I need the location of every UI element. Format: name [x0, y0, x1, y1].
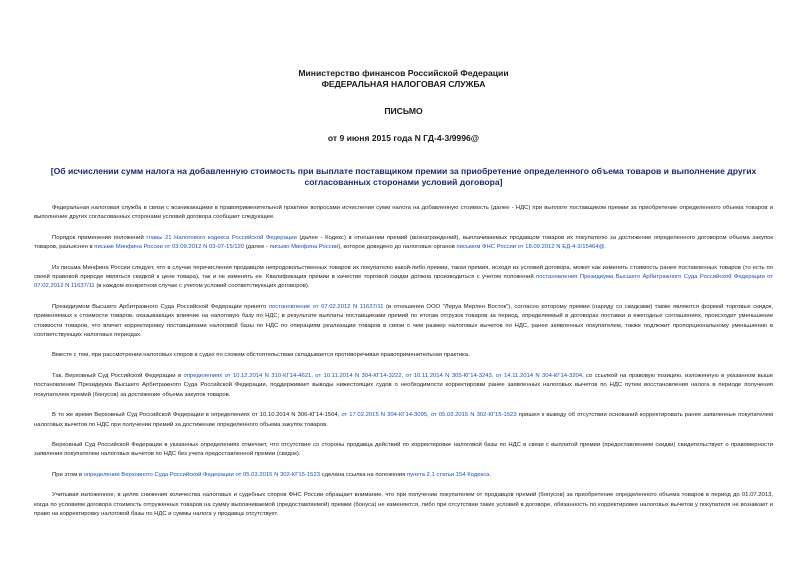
paragraph-text: Федеральная налоговая служба в связи с возникающими в правоприменительной практике вопросами исчисления сумм налога на добавленную стоимость (далее - НДС) при выплате поставщиком премии за приобретение определенного объема товаров и выполнение других согласованных сторонами условий договора сообщает следующее. [34, 205, 773, 221]
paragraph-text: Верховный Суд Российской Федерации в указанных определениях отмечает, что отсутствие со стороны продавца действий по корректировке налоговой базы по НДС в связи с выплатой премии (предоставлением скидки) свидетельствует о правомерности заявления покупателем налоговых вычетов по НДС без учета предоставленной премии (скидок). [34, 441, 773, 458]
reference-link[interactable]: письме Минфина России от 03.09.2012 N 03-07-15/120 [94, 244, 245, 251]
body-paragraph [34, 303, 773, 341]
paragraph-text: Порядок применения положений [52, 234, 147, 241]
paragraph-text: сделана ссылка на положения [320, 471, 407, 478]
body-paragraph [34, 491, 773, 519]
body-paragraph [34, 471, 773, 480]
document-body [34, 204, 773, 519]
document-subject: [Об исчислении сумм налога на добавленную стоимость при выплате поставщиком премии за приобретение определенного объема товаров и выполнение других согласованных сторонами условий договора] [50, 166, 757, 187]
paragraph-text: . [489, 471, 492, 478]
paragraph-text: (далее - [244, 244, 270, 251]
paragraph-text: (далее - Кодекс) в отношении премий (вознаграждений), выплачиваемых продавцом товаров их покупателю за достижение определенного договором объема закупок товаров, разъяснен в [34, 234, 773, 251]
body-paragraph [34, 351, 773, 360]
paragraph-text: Так, Верховный Суд Российской Федерации в [52, 372, 184, 379]
paragraph-text: Президиумом Высшего Арбитражного Суда Российской Федерации принято [52, 303, 269, 310]
paragraph-text: (в каждом конкретном случае с учетом условий соответствующих договоров). [94, 283, 310, 290]
body-paragraph [34, 204, 773, 223]
reference-link[interactable]: определении Верховного Суда Российской Федерации от 05.03.2015 N 302-КГ15-1523 [83, 471, 321, 478]
issuer-service: ФЕДЕРАЛЬНАЯ НАЛОГОВАЯ СЛУЖБА [321, 79, 486, 89]
reference-link[interactable]: от 17.02.2015 N 304-КГ14-3095, от 05.03.2015 N 302-КГ15-1523 [341, 412, 517, 419]
paragraph-text: ), которое доведено до налоговых органов [338, 244, 457, 251]
reference-link[interactable]: письмо Минфина России [269, 244, 339, 251]
body-paragraph [34, 411, 773, 430]
body-paragraph [34, 234, 773, 253]
paragraph-text: При этом в [52, 471, 84, 478]
document-header [34, 68, 773, 144]
body-paragraph [34, 372, 773, 400]
reference-link[interactable]: определениях от 10.12.2014 N 310-КГ14-4621, от 10.11.2014 N 304-КГ14-3222, от 10.11.2014 N 305-КГ14-3243, от 14.11.2014 N 304-КГ14-3204 [183, 372, 583, 379]
reference-link[interactable]: постановления Президиума Высшего Арбитражного Суда Российской Федерации от 07.02.2012 N 11637/11 [34, 274, 773, 290]
document-date-number: от 9 июня 2015 года N ГД-4-3/9996@ [327, 133, 480, 143]
reference-link[interactable]: главы 21 Налогового кодекса Российской Федерации [146, 234, 297, 241]
issuer-ministry: Министерство финансов Российской Федерации [298, 68, 509, 78]
reference-link[interactable]: письмом ФНС России от 18.09.2012 N ЕД-4-3/15464@ [456, 244, 605, 251]
paragraph-text: Учитывая изложенное, в целях снижения количества налоговых и судебных споров ФНС России обращает внимание, что при получении покупателем от продавцов премий (бонусов) за приобретение определенного объема товаров в период до 01.07.2013, когда по условиям договора стоимость отгруженных товаров на сумму выплачиваемой (предоставляемой) премии (бонуса) не изменяется, либо при отсутствии таких условий в договоре, обязанность по корректировке налоговых вычетов у покупателя не возникает и право на корректировку налоговой базы по НДС и суммы налога у продавца отсутствует. [34, 492, 773, 517]
reference-link[interactable]: постановление от 07.02.2012 N 11637/11 [268, 303, 384, 310]
paragraph-text: пришел к выводу об отсутствии оснований корректировать ранее заявленные покупателем налоговых вычетов по НДС при получении премий за достижение определенного объема закупок товаров. [34, 412, 773, 428]
body-paragraph [34, 264, 773, 292]
paragraph-text: Из письма Минфина России следует, что в случае перечисления продавцом непродовольственных товаров их покупателю какой-либо премии, такая премия, исходя из условий договора, может как изменять стоимость ранее поставленных товаров (то есть по своей правовой природе являться скидкой к цене товара), так и не изменять ее. Квалификация премии в качестве торговой скидки должна производиться с учетом положений [34, 264, 773, 281]
paragraph-text: (в отношении ООО "Леруа Мерлен Восток"), согласно которому премии (наряду со скидками) также являются формой торговых скидок, применяемых к стоимости товаров, оказывающих влияние на налоговую базу по НДС; в результате выплаты поставщиками премий по итогам отгрузок товаров за период, определяемый в договорах поставки и ежегодных соглашениях, происходит уменьшение стоимости товаров, что влечет корректировку поставщиками налоговой базы по НДС по операциям реализации товаров в связи с чем размер налоговых вычетов по НДС, ранее заявленных покупателем, также подлежит пропорциональному уменьшению в соответствующих налоговых периодах. [34, 303, 773, 339]
body-paragraph [34, 441, 773, 460]
document-type: ПИСЬМО [384, 106, 423, 116]
reference-link[interactable]: пункта 2.1 статьи 154 Кодекса [406, 471, 490, 478]
paragraph-text: В то же время Верховный Суд Российской Федерации в определениях от 10.10.2014 N 306-КГ14-1504, [52, 412, 342, 419]
paragraph-text: . [604, 244, 607, 251]
paragraph-text: , со ссылкой на правовую позицию, изложенную в указанном выше постановлении Президиума Высшего Арбитражного Суда Российской Федерации, поддерживает выводы нижестоящих судов о необходимости корректировки ранее заявленных налоговых вычетов по НДС путем восстановления налога в периоде получения покупателем премий (бонусов) за достижение объема закупок товаров. [34, 372, 773, 398]
paragraph-text: Вместе с тем, при рассмотрении налоговых споров в судах по схожим обстоятельствам складывается противоречивая правоприменительная практика. [52, 352, 470, 359]
